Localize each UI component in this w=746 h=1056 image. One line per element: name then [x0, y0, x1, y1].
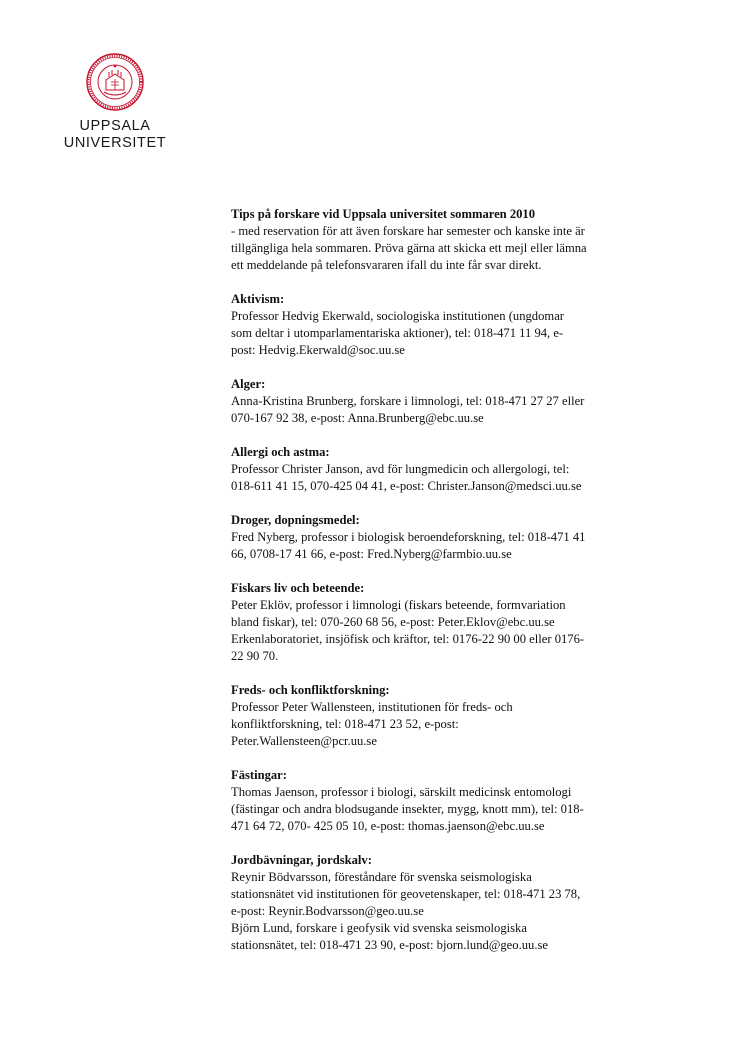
- section-line: 018-611 41 15, 070-425 04 41, e-post: Christer.Janson@medsci.uu.se: [231, 479, 582, 493]
- section-line: Erkenlaboratoriet, insjöfisk och kräftor, tel: 0176-22 90 00 eller 0176-: [231, 632, 585, 646]
- section-line: Anna-Kristina Brunberg, forskare i limnologi, tel: 018-471 27 27 eller: [231, 394, 585, 408]
- section-freds: [231, 682, 671, 750]
- section-line: stationsnätet vid institutionen för geovetenskaper, tel: 018-471 23 78,: [231, 887, 581, 901]
- section-fiskar: [231, 580, 671, 665]
- section-heading: Freds- och konfliktforskning:: [231, 683, 390, 697]
- section-allergi: [231, 444, 671, 495]
- section-line: 66, 0708-17 41 66, e-post: Fred.Nyberg@farmbio.uu.se: [231, 547, 512, 561]
- section-line: som deltar i utomparlamentariska aktioner), tel: 018-471 11 94, e-: [231, 326, 564, 340]
- section-line: Peter Eklöv, professor i limnologi (fiskars beteende, formvariation: [231, 598, 566, 612]
- section-line: 471 64 72, 070- 425 05 10, e-post: thomas.jaenson@ebc.uu.se: [231, 819, 545, 833]
- section-heading: Fiskars liv och beteende:: [231, 581, 365, 595]
- section-droger: [231, 512, 671, 563]
- section-heading: Allergi och astma:: [231, 445, 330, 459]
- intro-line: - med reservation för att även forskare har semester och kanske inte är: [231, 224, 585, 238]
- section-line: Reynir Bödvarsson, föreståndare för svenska seismologiska: [231, 870, 532, 884]
- section-line: post: Hedvig.Ekerwald@soc.uu.se: [231, 343, 405, 357]
- university-seal-icon: [85, 52, 145, 112]
- section-fastingar: [231, 767, 671, 835]
- section-line: Professor Christer Janson, avd för lungmedicin och allergologi, tel:: [231, 462, 570, 476]
- section-line: Professor Hedvig Ekerwald, sociologiska institutionen (ungdomar: [231, 309, 564, 323]
- intro-line: tillgängliga hela sommaren. Pröva gärna att skicka ett mejl eller lämna: [231, 241, 587, 255]
- section-line: bland fiskar), tel: 070-260 68 56, e-post: Peter.Eklov@ebc.uu.se: [231, 615, 555, 629]
- section-heading: Fästingar:: [231, 768, 287, 782]
- section-line: Thomas Jaenson, professor i biologi, särskilt medicinsk entomologi: [231, 785, 572, 799]
- section-line: Peter.Wallensteen@pcr.uu.se: [231, 734, 377, 748]
- section-line: stationsnätet, tel: 018-471 23 90, e-post: bjorn.lund@geo.uu.se: [231, 938, 548, 952]
- section-aktivism: [231, 291, 671, 359]
- section-heading: Aktivism:: [231, 292, 285, 306]
- document-body: [231, 206, 671, 954]
- document-title: Tips på forskare vid Uppsala universitet sommaren 2010: [231, 207, 536, 221]
- section-line: konfliktforskning, tel: 018-471 23 52, e-post:: [231, 717, 459, 731]
- section-jordbavningar: [231, 852, 671, 954]
- section-line: (fästingar och andra blodsugande insekter, mygg, knott mm), tel: 018-: [231, 802, 584, 816]
- section-heading: Droger, dopningsmedel:: [231, 513, 360, 527]
- logo-name-line1: UPPSALA: [79, 118, 151, 134]
- section-line: Björn Lund, forskare i geofysik vid svenska seismologiska: [231, 921, 527, 935]
- section-line: Fred Nyberg, professor i biologisk beroendeforskning, tel: 018-471 41: [231, 530, 586, 544]
- intro-line: ett meddelande på telefonsvararen ifall du inte får svar direkt.: [231, 258, 542, 272]
- document-intro: [231, 223, 671, 274]
- section-line: 070-167 92 38, e-post: Anna.Brunberg@ebc.uu.se: [231, 411, 484, 425]
- section-alger: [231, 376, 671, 427]
- section-heading: Jordbävningar, jordskalv:: [231, 853, 372, 867]
- section-line: Professor Peter Wallensteen, institutionen för freds- och: [231, 700, 513, 714]
- logo-name-line2: UNIVERSITET: [63, 135, 167, 151]
- university-logo: [60, 52, 170, 152]
- section-line: 22 90 70.: [231, 649, 279, 663]
- section-heading: Alger:: [231, 377, 266, 391]
- section-line: e-post: Reynir.Bodvarsson@geo.uu.se: [231, 904, 424, 918]
